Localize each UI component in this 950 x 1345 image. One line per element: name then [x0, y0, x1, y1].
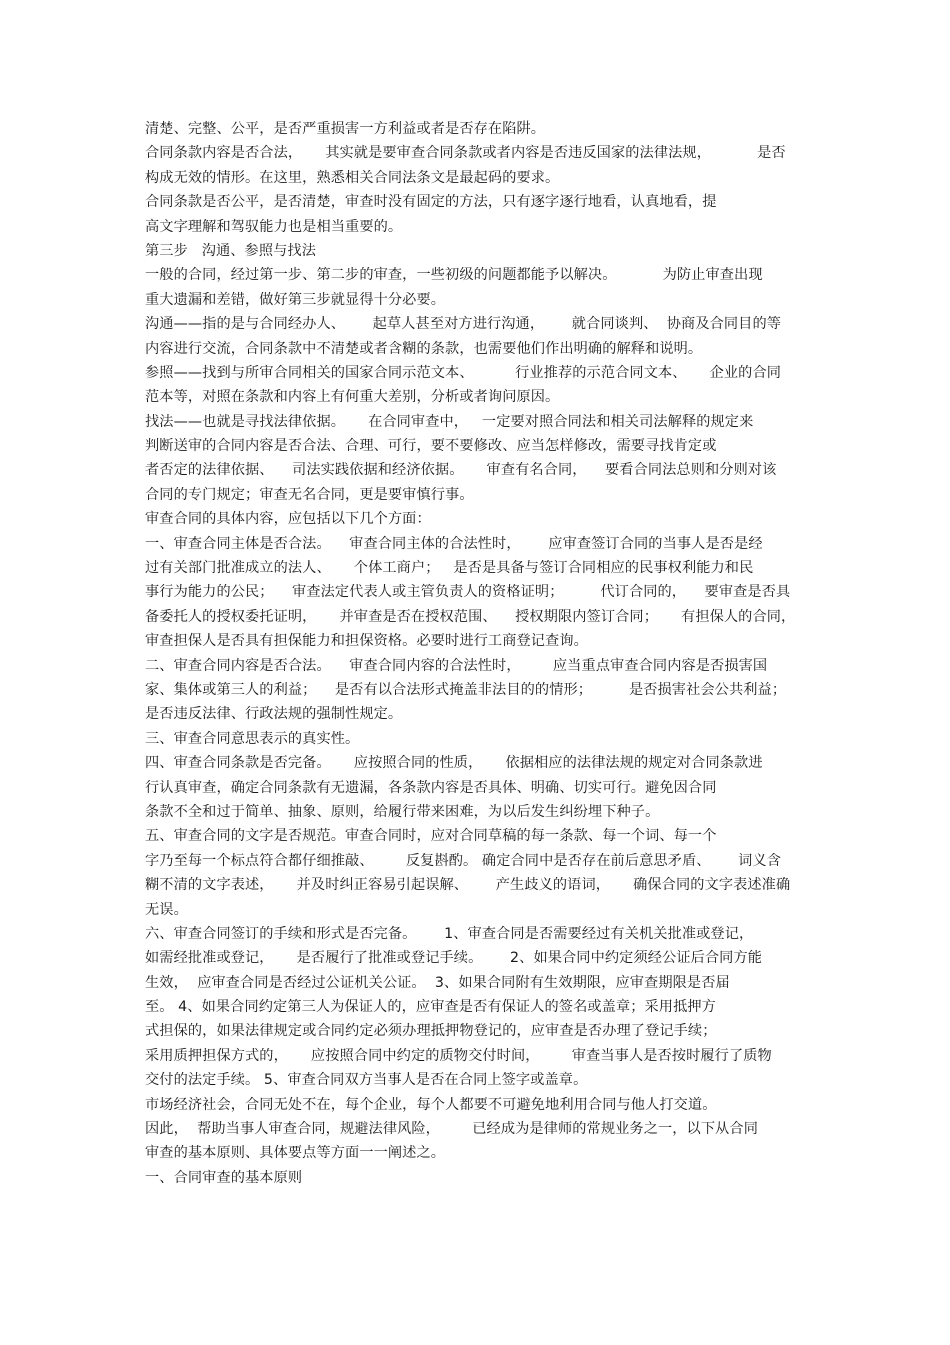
- text-line: 四、审查合同条款是否完备。 应按照合同的性质， 依据相应的法律法规的规定对合同条款进: [145, 755, 763, 772]
- text-line: 采用质押担保方式的， 应按照合同中约定的质物交付时间， 审查当事人是否按时履行了质物: [145, 1047, 772, 1064]
- text-line: 字乃至每一个标点符合都仔细推敲、 反复斟酌。 确定合同中是否存在前后意思矛盾、 词义含: [145, 852, 782, 869]
- text-line: 审查担保人是否具有担保能力和担保资格。必要时进行工商登记查询。: [145, 633, 588, 650]
- text-line: 备委托人的授权委托证明， 并审查是否在授权范围、 授权期限内签订合同； 有担保人的合同，: [145, 608, 796, 625]
- text-line: 合同条款内容是否合法， 其实就是要审查合同条款或者内容是否违反国家的法律法规， 是否: [145, 145, 786, 162]
- text-line: 清楚、完整、公平，是否严重损害一方利益或者是否存在陷阱。: [145, 121, 546, 137]
- text-line: 至。 4、如果合同约定第三人为保证人的，应审查是否有保证人的签名或盖章；采用抵押方: [145, 999, 716, 1016]
- document-body: [145, 117, 815, 1190]
- text-line: 事行为能力的公民； 审查法定代表人或主管负责人的资格证明； 代订合同的， 要审查是否具: [145, 584, 791, 601]
- text-line: 三、审查合同意思表示的真实性。: [145, 730, 360, 747]
- section-heading: 一、合同审查的基本原则: [145, 1169, 303, 1186]
- text-line: 五、审查合同的文字是否规范。审查合同时，应对合同草稿的每一条款、每一个词、每一个: [145, 828, 717, 845]
- text-line: 范本等，对照在条款和内容上有何重大差别，分析或者询问原因。: [145, 389, 560, 406]
- text-line: 式担保的，如果法律规定或合同约定必须办理抵押物登记的，应审查是否办理了登记手续；: [145, 1023, 717, 1040]
- text-line: 者否定的法律依据、 司法实践依据和经济依据。 审查有名合同， 要看合同法总则和分则对该: [145, 462, 777, 479]
- text-line: 糊不清的文字表述， 并及时纠正容易引起误解、 产生歧义的语词， 确保合同的文字表述准确: [145, 877, 791, 894]
- text-line: 合同条款是否公平，是否清楚，审查时没有固定的方法，只有逐字逐行地看，认真地看，提: [145, 194, 717, 211]
- text-line: 沟通——指的是与合同经办人、 起草人甚至对方进行沟通， 就合同谈判、 协商及合同目的等: [145, 316, 782, 333]
- text-line: 生效， 应审查合同是否经过公证机关公证。 3、如果合同附有生效期限，应审查期限是否届: [145, 974, 730, 991]
- text-line: 条款不全和过于简单、抽象、原则，给履行带来困难，为以后发生纠纷埋下种子。: [145, 803, 660, 820]
- text-line: 重大遗漏和差错，做好第三步就显得十分必要。: [145, 291, 446, 308]
- text-line: 二、审查合同内容是否合法。 审查合同内容的合法性时， 应当重点审查合同内容是否损害国: [145, 657, 768, 674]
- text-line: 构成无效的情形。在这里，熟悉相关合同法条文是最起码的要求。: [145, 169, 560, 186]
- text-line: 交付的法定手续。 5、审查合同双方当事人是否在合同上签字或盖章。: [145, 1072, 588, 1089]
- text-line: 如需经批准或登记， 是否履行了批准或登记手续。 2、如果合同中约定须经公证后合同方能: [145, 950, 763, 967]
- text-line: 判断送审的合同内容是否合法、合理、可行，要不要修改、应当怎样修改，需要寻找肯定或: [145, 438, 717, 455]
- text-line: 内容进行交流，合同条款中不清楚或者含糊的条款，也需要他们作出明确的解释和说明。: [145, 340, 703, 357]
- text-line: 市场经济社会，合同无处不在，每个企业，每个人都要不可避免地利用合同与他人打交道。: [145, 1096, 717, 1113]
- text-line: 过有关部门批准成立的法人、 个体工商户； 是否是具备与签订合同相应的民事权利能力和民: [145, 560, 754, 577]
- text-line: 一般的合同，经过第一步、第二步的审查，一些初级的问题都能予以解决。 为防止审查出现: [145, 267, 763, 284]
- text-line: 行认真审查，确定合同条款有无遗漏，各条款内容是否具体、明确、切实可行。避免因合同: [145, 779, 717, 796]
- text-line: 家、集体或第三人的利益； 是否有以合法形式掩盖非法目的的情形； 是否损害社会公共利益；: [145, 681, 787, 698]
- text-line: 无误。: [145, 901, 188, 918]
- text-line: 找法——也就是寻找法律依据。 在合同审查中， 一定要对照合同法和相关司法解释的规定来: [145, 413, 754, 430]
- text-line: 六、审查合同签订的手续和形式是否完备。 1、审查合同是否需要经过有关机关批准或登记，: [145, 925, 754, 942]
- section-heading: 第三步 沟通、参照与找法: [145, 242, 316, 259]
- text-line: 审查的基本原则、具体要点等方面一一阐述之。: [145, 1145, 446, 1162]
- text-line: 高文字理解和驾驭能力也是相当重要的。: [145, 218, 403, 235]
- text-line: 合同的专门规定；审查无名合同，更是要审慎行事。: [145, 486, 474, 503]
- text-line: 因此， 帮助当事人审查合同，规避法律风险， 已经成为是律师的常规业务之一，以下从合同: [145, 1121, 758, 1138]
- text-line: 参照——找到与所审合同相关的国家合同示范文本、 行业推荐的示范合同文本、 企业的合同: [145, 364, 782, 381]
- text-line: 审查合同的具体内容，应包括以下几个方面：: [145, 511, 431, 528]
- text-line: 一、审查合同主体是否合法。 审查合同主体的合法性时， 应审查签订合同的当事人是否是经: [145, 535, 763, 552]
- text-line: 是否违反法律、行政法规的强制性规定。: [145, 706, 403, 723]
